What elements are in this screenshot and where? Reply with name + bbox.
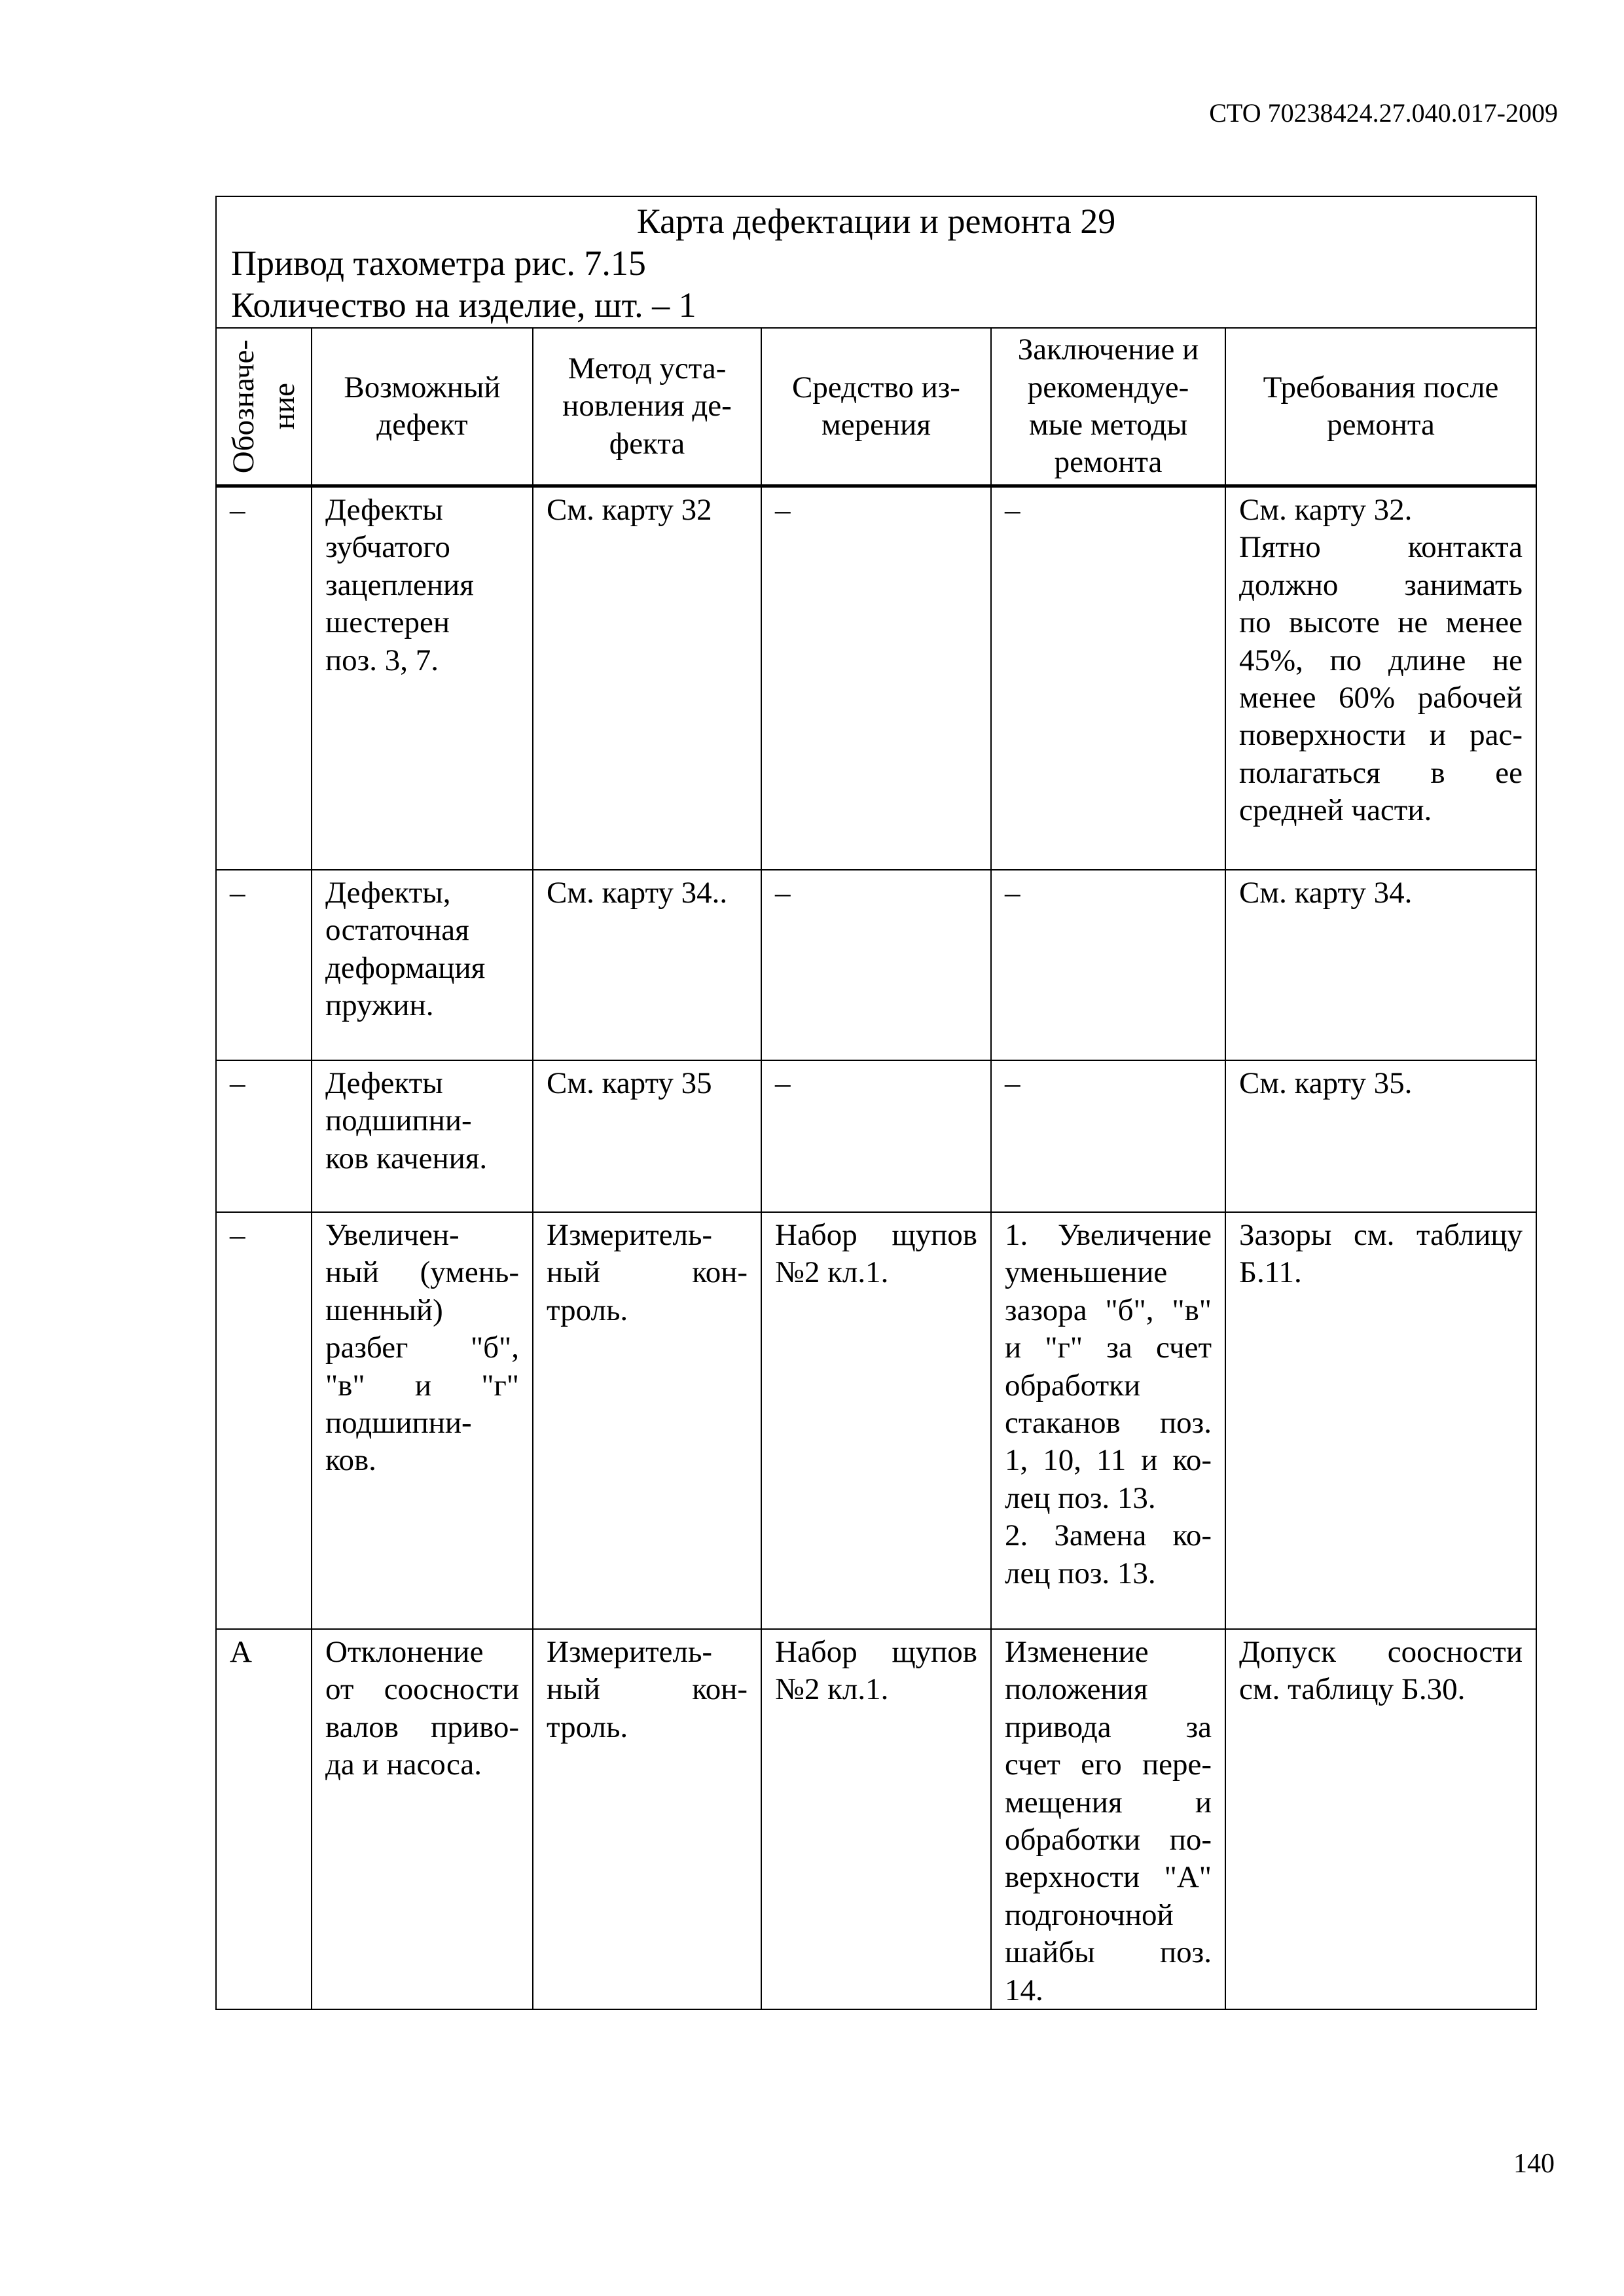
- cell-designation: [217, 488, 311, 869]
- column-header-designation: [217, 329, 311, 484]
- cell-text-line: лец поз. 13.: [1005, 1480, 1156, 1515]
- cell-designation: [217, 870, 311, 1060]
- cell-requirements: [1225, 1213, 1536, 1628]
- table-header-row: [217, 327, 1536, 488]
- cell-defect: [311, 870, 532, 1060]
- cell-text-line: средней части.: [1239, 793, 1432, 828]
- cell-text-line: См. карту 34..: [547, 876, 728, 910]
- document-code: СТО 70238424.27.040.017-2009: [1209, 98, 1558, 128]
- column-header-line: ремонта: [1327, 408, 1435, 442]
- column-header-line: рекомендуе-: [1027, 370, 1189, 404]
- cell-text-line: См. карту 32.: [1239, 493, 1413, 527]
- cell-method: [532, 1213, 761, 1628]
- cell-text-line: обработки по-: [1005, 1823, 1212, 1857]
- cell-tool: [761, 488, 990, 869]
- cell-text-line: шестерен: [325, 605, 450, 640]
- cell-method: [532, 1630, 761, 2009]
- cell-conclusion: [990, 870, 1225, 1060]
- cell-text-line: подшипни-: [325, 1406, 472, 1441]
- cell-text-line: "в" и "г": [325, 1368, 519, 1403]
- cell-text-line: лец поз. 13.: [1005, 1556, 1156, 1590]
- cell-text-line: ков.: [325, 1443, 376, 1478]
- cell-conclusion: [990, 1630, 1225, 2009]
- column-header-line: Метод уста-: [568, 351, 727, 386]
- cell-method: [532, 870, 761, 1060]
- cell-text-line: ков качения.: [325, 1141, 488, 1175]
- cell-text-line: пружин.: [325, 988, 434, 1023]
- table-row: [217, 488, 1536, 869]
- cell-text-line: ный кон-: [547, 1255, 748, 1290]
- card-subtitle: Привод тахометра рис. 7.15: [231, 243, 646, 283]
- cell-text-line: №2 кл.1.: [775, 1255, 889, 1290]
- cell-text-line: стаканов поз.: [1005, 1406, 1212, 1441]
- column-header-line: фекта: [609, 426, 685, 461]
- cell-text-line: уменьшение: [1005, 1255, 1168, 1290]
- cell-text-line: –: [775, 1066, 791, 1100]
- cell-text-line: –: [230, 1218, 245, 1252]
- cell-designation: [217, 1630, 311, 2009]
- cell-method: [532, 488, 761, 869]
- cell-text-line: обработки: [1005, 1368, 1141, 1403]
- column-header-line: ремонта: [1054, 445, 1163, 480]
- table-row: [217, 1628, 1536, 2009]
- cell-text-line: См. карту 34.: [1239, 876, 1413, 910]
- cell-defect: [311, 488, 532, 869]
- cell-text-line: 1, 10, 11 и ко-: [1005, 1443, 1212, 1478]
- cell-text-line: Зазоры см. таблицу: [1239, 1218, 1523, 1252]
- table-body: [217, 488, 1536, 2009]
- cell-text-line: См. карту 35.: [1239, 1066, 1413, 1100]
- cell-text-line: См. карту 35: [547, 1066, 712, 1100]
- cell-text-line: подшипни-: [325, 1103, 472, 1138]
- cell-text-line: Дефекты,: [325, 876, 451, 910]
- cell-text-line: См. карту 32: [547, 493, 712, 527]
- cell-defect: [311, 1630, 532, 2009]
- cell-text-line: Набор щупов: [775, 1218, 977, 1252]
- cell-text-line: по высоте не менее: [1239, 605, 1523, 640]
- cell-text-line: привода за: [1005, 1710, 1212, 1744]
- column-header-line: дефект: [376, 408, 468, 442]
- cell-text-line: поз. 3, 7.: [325, 643, 439, 677]
- cell-text-line: троль.: [547, 1710, 628, 1744]
- cell-designation: [217, 1213, 311, 1628]
- cell-requirements: [1225, 488, 1536, 869]
- column-header-text: [344, 369, 500, 444]
- column-header-line: новления де-: [562, 389, 732, 423]
- column-header-method: [532, 329, 761, 484]
- table-row: [217, 869, 1536, 1060]
- card-title: Карта дефектации и ремонта 29: [636, 202, 1116, 241]
- cell-tool: [761, 870, 990, 1060]
- cell-text-line: А: [230, 1635, 252, 1669]
- column-header-line: Обозначе-: [226, 339, 261, 474]
- column-header-line: Заключение и: [1017, 332, 1199, 367]
- cell-text-line: от соосности: [325, 1672, 519, 1707]
- column-header-line: ние: [267, 383, 301, 430]
- cell-text-line: деформация: [325, 950, 486, 985]
- column-header-line: Средство из-: [792, 370, 960, 404]
- cell-defect: [311, 1213, 532, 1628]
- defect-repair-card-table: [215, 196, 1537, 2010]
- cell-text-line: Допуск соосности: [1239, 1635, 1523, 1669]
- cell-text-line: зазора "б", "в": [1005, 1293, 1212, 1327]
- cell-text-line: –: [1005, 876, 1020, 910]
- column-header-text: [562, 350, 732, 463]
- column-header-tool: [761, 329, 990, 484]
- cell-text-line: Измеритель-: [547, 1635, 713, 1669]
- cell-text-line: подгоночной: [1005, 1897, 1174, 1932]
- cell-text-line: 14.: [1005, 1973, 1043, 2007]
- cell-text-line: счет его пере-: [1005, 1748, 1212, 1782]
- column-header-line: мерения: [821, 408, 931, 442]
- table-row: [217, 1060, 1536, 1211]
- cell-text-line: –: [1005, 1066, 1020, 1100]
- page-number: 140: [1513, 2149, 1555, 2179]
- cell-text-line: 2. Замена ко-: [1005, 1518, 1212, 1553]
- cell-conclusion: [990, 1061, 1225, 1211]
- cell-conclusion: [990, 488, 1225, 869]
- cell-defect: [311, 1061, 532, 1211]
- cell-text-line: 45%, по длине не: [1239, 643, 1523, 677]
- cell-text-line: валов приво-: [325, 1710, 519, 1744]
- cell-text-line: –: [230, 493, 245, 527]
- card-title-block: [217, 197, 1536, 327]
- column-header-text: [223, 340, 304, 473]
- cell-requirements: [1225, 1061, 1536, 1211]
- cell-text-line: №2 кл.1.: [775, 1672, 889, 1707]
- cell-text-line: Дефекты: [325, 493, 443, 527]
- cell-text-line: Набор щупов: [775, 1635, 977, 1669]
- cell-text-line: –: [1005, 493, 1020, 527]
- cell-conclusion: [990, 1213, 1225, 1628]
- column-header-text: [1263, 369, 1499, 444]
- cell-text-line: троль.: [547, 1293, 628, 1327]
- cell-text-line: зацепления: [325, 567, 474, 602]
- column-header-line: Возможный: [344, 370, 501, 404]
- cell-text-line: –: [230, 876, 245, 910]
- cell-text-line: остаточная: [325, 913, 469, 948]
- cell-text-line: положения: [1005, 1672, 1148, 1707]
- column-header-line: мые методы: [1028, 408, 1188, 442]
- cell-text-line: поверхности и рас-: [1239, 718, 1523, 753]
- cell-text-line: мещения и: [1005, 1785, 1212, 1820]
- cell-text-line: шайбы поз.: [1005, 1935, 1212, 1970]
- column-header-text: [1018, 331, 1199, 482]
- cell-text-line: Увеличен-: [325, 1218, 460, 1252]
- cell-text-line: Измеритель-: [547, 1218, 713, 1252]
- cell-text-line: ный (умень-: [325, 1255, 519, 1290]
- cell-text-line: зубчатого: [325, 530, 450, 565]
- cell-text-line: разбег "б",: [325, 1331, 519, 1365]
- cell-tool: [761, 1061, 990, 1211]
- column-header-defect: [311, 329, 532, 484]
- cell-tool: [761, 1630, 990, 2009]
- cell-text-line: Изменение: [1005, 1635, 1149, 1669]
- cell-designation: [217, 1061, 311, 1211]
- cell-text-line: –: [775, 493, 791, 527]
- cell-text-line: Пятно контакта: [1239, 530, 1523, 565]
- cell-text-line: да и насоса.: [325, 1748, 482, 1782]
- cell-text-line: полагаться в ее: [1239, 755, 1523, 790]
- column-header-text: [792, 369, 960, 444]
- cell-tool: [761, 1213, 990, 1628]
- column-header-conclusion: [990, 329, 1225, 484]
- card-quantity: Количество на изделие, шт. – 1: [231, 285, 696, 325]
- cell-requirements: [1225, 870, 1536, 1060]
- cell-text-line: должно занимать: [1239, 567, 1523, 602]
- cell-text-line: –: [775, 876, 791, 910]
- cell-text-line: и "г" за счет: [1005, 1331, 1212, 1365]
- cell-text-line: Б.11.: [1239, 1255, 1302, 1290]
- cell-text-line: 1. Увеличение: [1005, 1218, 1212, 1252]
- cell-text-line: шенный): [325, 1293, 443, 1327]
- column-header-requirements: [1225, 329, 1536, 484]
- table-row: [217, 1211, 1536, 1628]
- cell-text-line: Отклонение: [325, 1635, 484, 1669]
- column-header-line: Требования после: [1263, 370, 1499, 404]
- cell-text-line: –: [230, 1066, 245, 1100]
- cell-text-line: верхности "А": [1005, 1860, 1212, 1895]
- cell-requirements: [1225, 1630, 1536, 2009]
- cell-text-line: менее 60% рабочей: [1239, 681, 1523, 715]
- cell-method: [532, 1061, 761, 1211]
- cell-text-line: Дефекты: [325, 1066, 443, 1100]
- cell-text-line: ный кон-: [547, 1672, 748, 1707]
- cell-text-line: см. таблицу Б.30.: [1239, 1672, 1466, 1707]
